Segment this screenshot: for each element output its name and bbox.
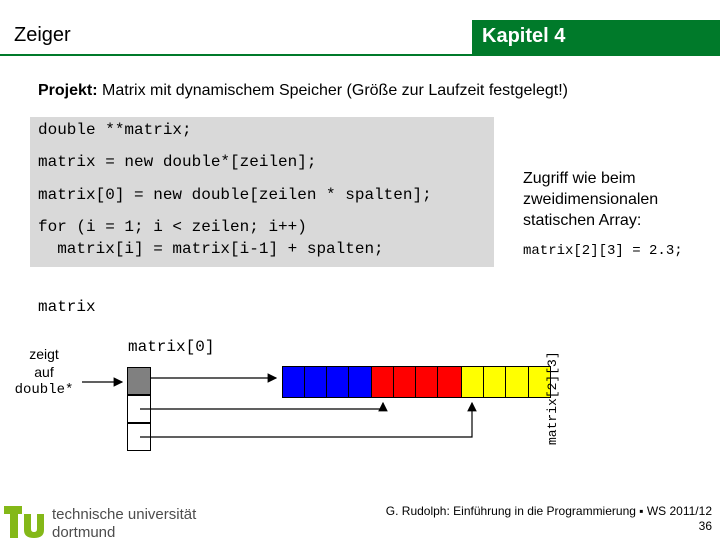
pointer-label-line-1: zeigt [29,346,59,362]
university-name [52,506,196,542]
code-line-4: for (i = 1; i < zeilen; i++) [38,218,307,236]
code-line-5: matrix[i] = matrix[i-1] + spalten; [38,240,384,258]
footer-citation [386,504,712,534]
element-label: matrix[2][3] [545,351,560,445]
page-number: 36 [698,519,712,533]
matrix-variable-label: matrix [38,298,96,316]
code-line-1: double **matrix; [38,121,192,139]
arrow-row2 [140,403,472,437]
code-line-2: matrix = new double*[zeilen]; [38,153,317,171]
header-title: Zeiger [14,24,71,46]
access-description: Zugriff wie beim zweidimensionalen statischen Array: [523,170,659,229]
header-chapter: Kapitel 4 [482,25,566,47]
project-label: Projekt: [38,82,98,99]
pointer-label-line-3: double* [14,382,74,398]
university-name-line-2: dortmund [52,524,116,541]
row0-label: matrix[0] [128,338,215,356]
pointer-label-line-2: auf [34,364,54,380]
university-name-line-1: technische universität [52,506,197,523]
project-text: Matrix mit dynamischem Speicher (Größe zur Laufzeit festgelegt!) [97,82,568,99]
access-code: matrix[2][3] = 2.3; [523,243,683,259]
code-line-3: matrix[0] = new double[zeilen * spalten]; [38,186,432,204]
citation-text: G. Rudolph: Einführung in die Programmierung ▪ WS 2011/12 [385,504,712,518]
arrow-row1 [140,403,383,409]
